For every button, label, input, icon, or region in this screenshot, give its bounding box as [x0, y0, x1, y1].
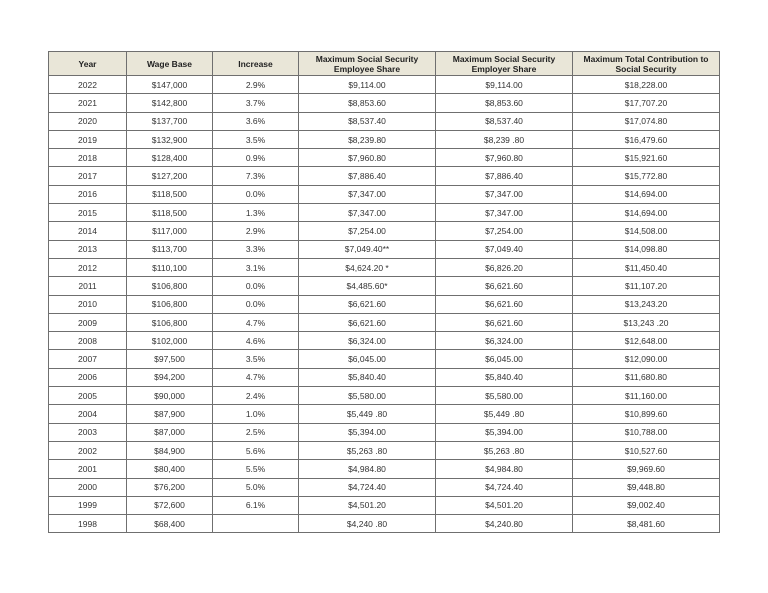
cell-wage-base: $102,000 [127, 332, 213, 350]
cell-increase: 3.3% [213, 240, 299, 258]
table-row [49, 204, 720, 222]
cell-wage-base: $97,500 [127, 350, 213, 368]
cell-increase: 2.9% [213, 76, 299, 94]
cell-total-contribution: $16,479.60 [573, 130, 720, 148]
table-row [49, 222, 720, 240]
cell-wage-base: $84,900 [127, 441, 213, 459]
cell-employer-share: $7,347.00 [436, 185, 573, 203]
cell-wage-base: $90,000 [127, 387, 213, 405]
cell-employer-share: $7,886.40 [436, 167, 573, 185]
cell-increase: 3.5% [213, 350, 299, 368]
cell-total-contribution: $9,448.80 [573, 478, 720, 496]
cell-year: 2000 [49, 478, 127, 496]
cell-total-contribution: $18,228.00 [573, 76, 720, 94]
cell-total-contribution: $14,694.00 [573, 185, 720, 203]
cell-employee-share: $7,254.00 [299, 222, 436, 240]
cell-year: 2004 [49, 405, 127, 423]
cell-total-contribution: $12,090.00 [573, 350, 720, 368]
cell-wage-base: $87,900 [127, 405, 213, 423]
cell-employer-share: $7,347.00 [436, 204, 573, 222]
cell-total-contribution: $11,107.20 [573, 277, 720, 295]
cell-increase: 4.6% [213, 332, 299, 350]
cell-wage-base: $117,000 [127, 222, 213, 240]
table-row [49, 149, 720, 167]
table-row [49, 460, 720, 478]
table-row [49, 295, 720, 313]
cell-employer-share: $6,621.60 [436, 313, 573, 331]
cell-year: 2020 [49, 112, 127, 130]
cell-increase: 3.7% [213, 94, 299, 112]
cell-wage-base: $118,500 [127, 185, 213, 203]
cell-employer-share: $4,240.80 [436, 515, 573, 533]
cell-year: 2017 [49, 167, 127, 185]
table-row [49, 76, 720, 94]
cell-year: 2021 [49, 94, 127, 112]
cell-employee-share: $6,045.00 [299, 350, 436, 368]
cell-increase: 5.0% [213, 478, 299, 496]
cell-employee-share: $7,049.40** [299, 240, 436, 258]
table-row [49, 368, 720, 386]
cell-employer-share: $6,324.00 [436, 332, 573, 350]
cell-increase: 1.0% [213, 405, 299, 423]
table-row [49, 423, 720, 441]
table-row [49, 313, 720, 331]
cell-total-contribution: $10,899.60 [573, 405, 720, 423]
cell-increase: 3.1% [213, 258, 299, 276]
cell-employer-share: $7,049.40 [436, 240, 573, 258]
cell-total-contribution: $10,527.60 [573, 441, 720, 459]
cell-wage-base: $106,800 [127, 313, 213, 331]
cell-year: 2012 [49, 258, 127, 276]
cell-increase: 4.7% [213, 313, 299, 331]
table-row [49, 112, 720, 130]
cell-employer-share: $4,984.80 [436, 460, 573, 478]
cell-employee-share: $8,239.80 [299, 130, 436, 148]
cell-increase: 3.5% [213, 130, 299, 148]
cell-total-contribution: $13,243 .20 [573, 313, 720, 331]
header-row [49, 52, 720, 76]
cell-employer-share: $6,621.60 [436, 277, 573, 295]
cell-year: 2011 [49, 277, 127, 295]
cell-increase: 3.6% [213, 112, 299, 130]
cell-employer-share: $8,239 .80 [436, 130, 573, 148]
cell-employer-share: $8,537.40 [436, 112, 573, 130]
cell-year: 2019 [49, 130, 127, 148]
cell-year: 2003 [49, 423, 127, 441]
cell-employee-share: $4,984.80 [299, 460, 436, 478]
cell-total-contribution: $14,694.00 [573, 204, 720, 222]
cell-year: 2016 [49, 185, 127, 203]
cell-employee-share: $4,240 .80 [299, 515, 436, 533]
cell-increase: 0.0% [213, 295, 299, 313]
cell-year: 1998 [49, 515, 127, 533]
header-year: Year [49, 52, 127, 76]
cell-year: 2013 [49, 240, 127, 258]
table-row [49, 167, 720, 185]
table-row [49, 277, 720, 295]
cell-year: 2018 [49, 149, 127, 167]
table-row [49, 94, 720, 112]
cell-increase: 6.1% [213, 496, 299, 514]
cell-increase: 4.7% [213, 368, 299, 386]
cell-year: 2007 [49, 350, 127, 368]
cell-year: 2010 [49, 295, 127, 313]
cell-employee-share: $7,960.80 [299, 149, 436, 167]
cell-wage-base: $68,400 [127, 515, 213, 533]
header-employee-share: Maximum Social Security Employee Share [299, 52, 436, 76]
table-row [49, 478, 720, 496]
table-row [49, 130, 720, 148]
header-increase: Increase [213, 52, 299, 76]
table-row [49, 258, 720, 276]
cell-year: 1999 [49, 496, 127, 514]
cell-total-contribution: $11,160.00 [573, 387, 720, 405]
cell-year: 2014 [49, 222, 127, 240]
cell-wage-base: $72,600 [127, 496, 213, 514]
cell-year: 2005 [49, 387, 127, 405]
cell-employee-share: $7,886.40 [299, 167, 436, 185]
cell-wage-base: $106,800 [127, 277, 213, 295]
cell-wage-base: $76,200 [127, 478, 213, 496]
cell-total-contribution: $13,243.20 [573, 295, 720, 313]
cell-total-contribution: $14,098.80 [573, 240, 720, 258]
cell-wage-base: $110,100 [127, 258, 213, 276]
cell-employer-share: $5,263 .80 [436, 441, 573, 459]
cell-employer-share: $5,394.00 [436, 423, 573, 441]
cell-employee-share: $7,347.00 [299, 204, 436, 222]
cell-increase: 2.4% [213, 387, 299, 405]
cell-employee-share: $4,501.20 [299, 496, 436, 514]
cell-total-contribution: $15,772.80 [573, 167, 720, 185]
cell-employer-share: $5,580.00 [436, 387, 573, 405]
cell-employer-share: $4,724.40 [436, 478, 573, 496]
cell-employer-share: $6,621.60 [436, 295, 573, 313]
cell-employer-share: $4,501.20 [436, 496, 573, 514]
cell-employer-share: $6,045.00 [436, 350, 573, 368]
cell-increase: 2.5% [213, 423, 299, 441]
cell-wage-base: $137,700 [127, 112, 213, 130]
cell-wage-base: $106,800 [127, 295, 213, 313]
cell-wage-base: $87,000 [127, 423, 213, 441]
cell-total-contribution: $11,450.40 [573, 258, 720, 276]
cell-employer-share: $5,449 .80 [436, 405, 573, 423]
cell-year: 2006 [49, 368, 127, 386]
cell-employee-share: $4,485.60* [299, 277, 436, 295]
cell-wage-base: $113,700 [127, 240, 213, 258]
cell-total-contribution: $15,921.60 [573, 149, 720, 167]
cell-wage-base: $80,400 [127, 460, 213, 478]
cell-employee-share: $5,840.40 [299, 368, 436, 386]
table-row [49, 405, 720, 423]
header-total-contribution: Maximum Total Contribution to Social Security [573, 52, 720, 76]
table-row [49, 350, 720, 368]
cell-employee-share: $4,624.20 * [299, 258, 436, 276]
cell-employer-share: $6,826.20 [436, 258, 573, 276]
cell-employee-share: $5,394.00 [299, 423, 436, 441]
cell-employee-share: $5,263 .80 [299, 441, 436, 459]
table-body [49, 76, 720, 533]
cell-wage-base: $118,500 [127, 204, 213, 222]
table-row [49, 332, 720, 350]
cell-total-contribution: $17,074.80 [573, 112, 720, 130]
cell-employee-share: $7,347.00 [299, 185, 436, 203]
cell-wage-base: $127,200 [127, 167, 213, 185]
header-wage-base: Wage Base [127, 52, 213, 76]
cell-employee-share: $6,324.00 [299, 332, 436, 350]
cell-employee-share: $4,724.40 [299, 478, 436, 496]
cell-wage-base: $132,900 [127, 130, 213, 148]
cell-employer-share: $7,254.00 [436, 222, 573, 240]
cell-year: 2022 [49, 76, 127, 94]
cell-increase: 7.3% [213, 167, 299, 185]
cell-increase: 0.0% [213, 185, 299, 203]
cell-wage-base: $142,800 [127, 94, 213, 112]
cell-total-contribution: $9,002.40 [573, 496, 720, 514]
table-row [49, 387, 720, 405]
cell-employer-share: $8,853.60 [436, 94, 573, 112]
table-row [49, 515, 720, 533]
cell-increase: 5.6% [213, 441, 299, 459]
cell-employee-share: $8,537.40 [299, 112, 436, 130]
cell-year: 2015 [49, 204, 127, 222]
cell-employee-share: $9,114.00 [299, 76, 436, 94]
cell-increase: 2.9% [213, 222, 299, 240]
cell-employee-share: $6,621.60 [299, 313, 436, 331]
cell-increase: 5.5% [213, 460, 299, 478]
cell-employee-share: $8,853.60 [299, 94, 436, 112]
cell-year: 2002 [49, 441, 127, 459]
cell-total-contribution: $17,707.20 [573, 94, 720, 112]
cell-employer-share: $9,114.00 [436, 76, 573, 94]
cell-total-contribution: $12,648.00 [573, 332, 720, 350]
cell-employer-share: $5,840.40 [436, 368, 573, 386]
table-row [49, 441, 720, 459]
cell-wage-base: $128,400 [127, 149, 213, 167]
cell-increase: 0.9% [213, 149, 299, 167]
cell-employee-share: $5,580.00 [299, 387, 436, 405]
cell-employer-share: $7,960.80 [436, 149, 573, 167]
cell-increase: 1.3% [213, 204, 299, 222]
cell-year: 2001 [49, 460, 127, 478]
header-employer-share: Maximum Social Security Employer Share [436, 52, 573, 76]
table-row [49, 496, 720, 514]
cell-increase [213, 515, 299, 533]
table-row [49, 240, 720, 258]
cell-year: 2008 [49, 332, 127, 350]
cell-employee-share: $6,621.60 [299, 295, 436, 313]
cell-total-contribution: $9,969.60 [573, 460, 720, 478]
cell-total-contribution: $14,508.00 [573, 222, 720, 240]
cell-employee-share: $5,449 .80 [299, 405, 436, 423]
cell-total-contribution: $10,788.00 [573, 423, 720, 441]
cell-wage-base: $94,200 [127, 368, 213, 386]
cell-year: 2009 [49, 313, 127, 331]
cell-increase: 0.0% [213, 277, 299, 295]
cell-total-contribution: $11,680.80 [573, 368, 720, 386]
table-row [49, 185, 720, 203]
social-security-table [48, 51, 720, 533]
cell-wage-base: $147,000 [127, 76, 213, 94]
cell-total-contribution: $8,481.60 [573, 515, 720, 533]
